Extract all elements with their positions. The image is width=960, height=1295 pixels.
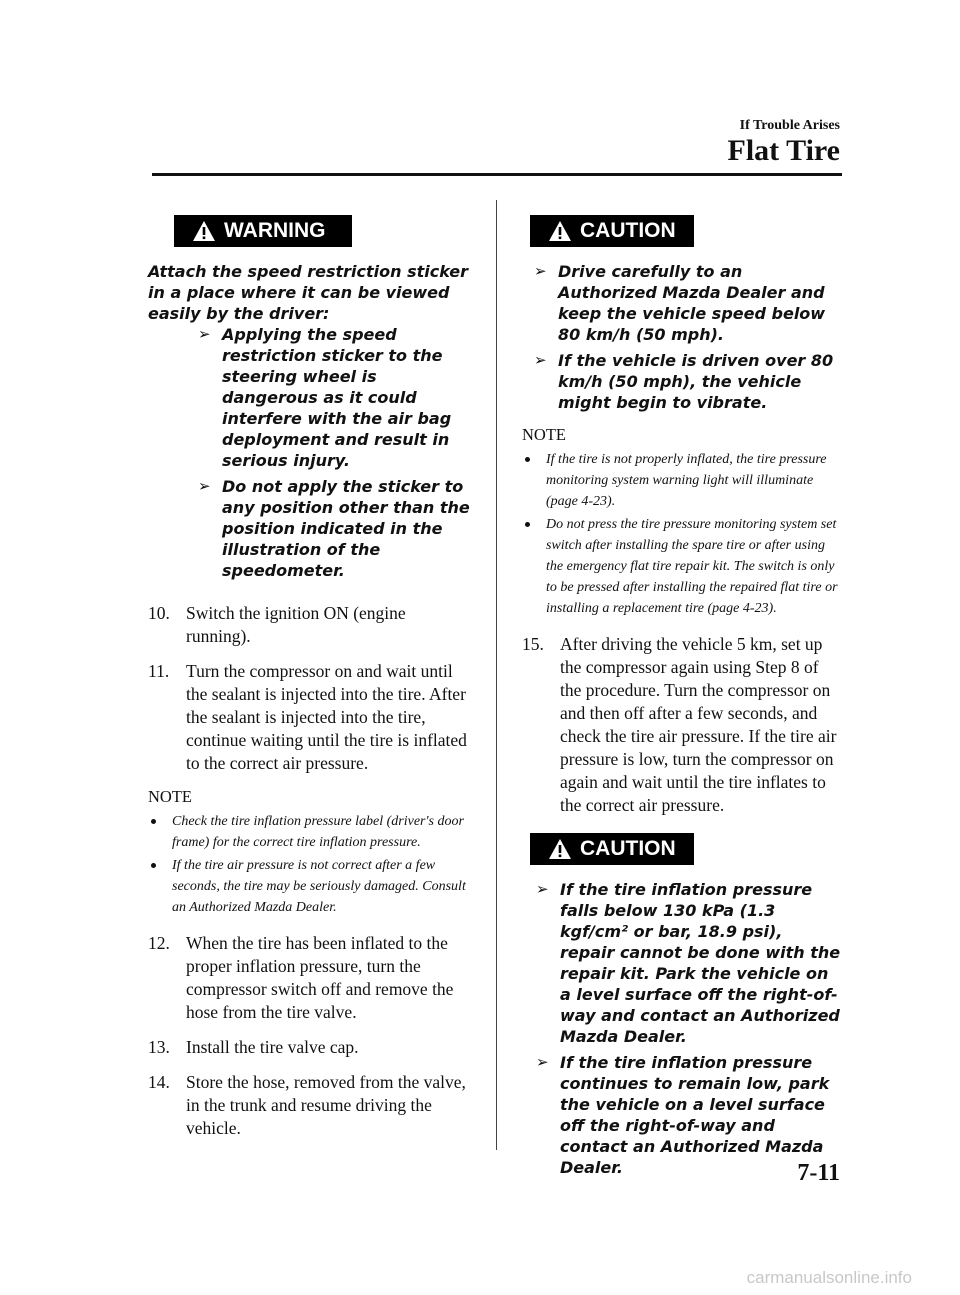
step-15: 15. After driving the vehicle 5 km, set up the compressor again using Step 8 of the procedure. Turn the compressor on and then off after a few seconds, and check the tire air pressure. If the tire air pressure is low, turn the compressor on again and wait until the tire inflates to the correct air pressure. xyxy=(522,634,837,815)
step-10: 10. Switch the ignition ON (engine running). xyxy=(148,603,406,646)
note-item: Do not press the tire pressure monitoring system set switch after installing the spare tire or after using the emergency flat tire repair kit. The switch is only to be pressed after installing the repaired flat tire or installing a replacement tire (page 4-23). xyxy=(522,514,842,619)
bullet-icon xyxy=(525,522,530,527)
warning-item: ➢ Do not apply the sticker to any position other than the position indicated in the illustration of the speedometer. xyxy=(198,477,470,580)
left-column xyxy=(148,215,473,1152)
bullet-icon xyxy=(151,819,156,824)
column-divider xyxy=(496,200,497,1150)
step-11: 11. Turn the compressor on and wait until the sealant is injected into the tire. After the sealant is injected into the tire, continue waiting until the tire is inflated to the correct air pressure. xyxy=(148,661,467,773)
warning-badge xyxy=(174,215,352,247)
note-item: Check the tire inflation pressure label (driver's door frame) for the correct tire inflation pressure. xyxy=(148,811,473,853)
header-divider xyxy=(152,173,842,176)
note-item: If the tire air pressure is not correct after a few seconds, the tire may be seriously damaged. Consult an Authorized Mazda Dealer. xyxy=(148,855,473,918)
bullet-icon xyxy=(525,457,530,462)
note-list xyxy=(148,811,473,918)
caution-list xyxy=(534,261,842,413)
section-title: If Trouble Arises xyxy=(739,118,840,133)
arrow-bullet-icon: ➢ xyxy=(198,325,211,343)
note-item: If the tire is not properly inflated, the tire pressure monitoring system warning light will illuminate (page 4-23). xyxy=(522,449,842,512)
warning-icon xyxy=(192,220,216,242)
arrow-bullet-icon: ➢ xyxy=(534,262,547,280)
arrow-bullet-icon: ➢ xyxy=(534,351,547,369)
warning-label: WARNING xyxy=(224,219,326,242)
note-heading: NOTE xyxy=(522,425,566,444)
warning-lead: Attach the speed restriction sticker in a place where it can be viewed easily by the driver: xyxy=(148,262,469,323)
caution-label: CAUTION xyxy=(580,837,676,860)
arrow-bullet-icon: ➢ xyxy=(536,1053,549,1071)
arrow-bullet-icon: ➢ xyxy=(198,477,211,495)
warning-list xyxy=(198,324,473,581)
note-heading: NOTE xyxy=(148,787,192,806)
caution-list xyxy=(536,879,842,1178)
caution-icon xyxy=(548,220,572,242)
arrow-bullet-icon: ➢ xyxy=(536,880,549,898)
caution-badge xyxy=(530,833,694,865)
page-title: Flat Tire xyxy=(727,134,840,167)
caution-icon xyxy=(548,838,572,860)
step-12: 12. When the tire has been inflated to the proper inflation pressure, turn the compressor switch off and remove the hose from the tire valve. xyxy=(148,933,454,1022)
bullet-icon xyxy=(151,863,156,868)
right-column xyxy=(522,215,842,1183)
watermark[interactable]: carmanualsonline.info xyxy=(746,1268,912,1287)
caution-label: CAUTION xyxy=(580,219,676,242)
step-13: 13. Install the tire valve cap. xyxy=(148,1037,359,1057)
caution-badge xyxy=(530,215,694,247)
warning-item: ➢ Applying the speed restriction sticker to the steering wheel is dangerous as it could interfere with the air bag deployment and result in serious injury. xyxy=(198,325,452,470)
note-list xyxy=(522,449,842,619)
caution-item: ➢ If the vehicle is driven over 80 km/h (50 mph), the vehicle might begin to vibrate. xyxy=(534,351,834,412)
caution-item: ➢ If the tire inflation pressure falls below 130 kPa (1.3 kgf/cm² or bar, 18.9 psi), repair cannot be done with the repair kit. Park the vehicle on a level surface off the right-of-way and contact an Authorized Mazda Dealer. xyxy=(536,880,841,1046)
caution-item: ➢ If the tire inflation pressure continues to remain low, park the vehicle on a level surface off the right-of-way and contact an Authorized Mazda Dealer. xyxy=(536,1053,830,1177)
page-number: 7-11 xyxy=(797,1160,840,1186)
caution-item: ➢ Drive carefully to an Authorized Mazda Dealer and keep the vehicle speed below 80 km/h (50 mph). xyxy=(534,262,826,344)
step-14: 14. Store the hose, removed from the valve, in the trunk and resume driving the vehicle. xyxy=(148,1072,466,1138)
